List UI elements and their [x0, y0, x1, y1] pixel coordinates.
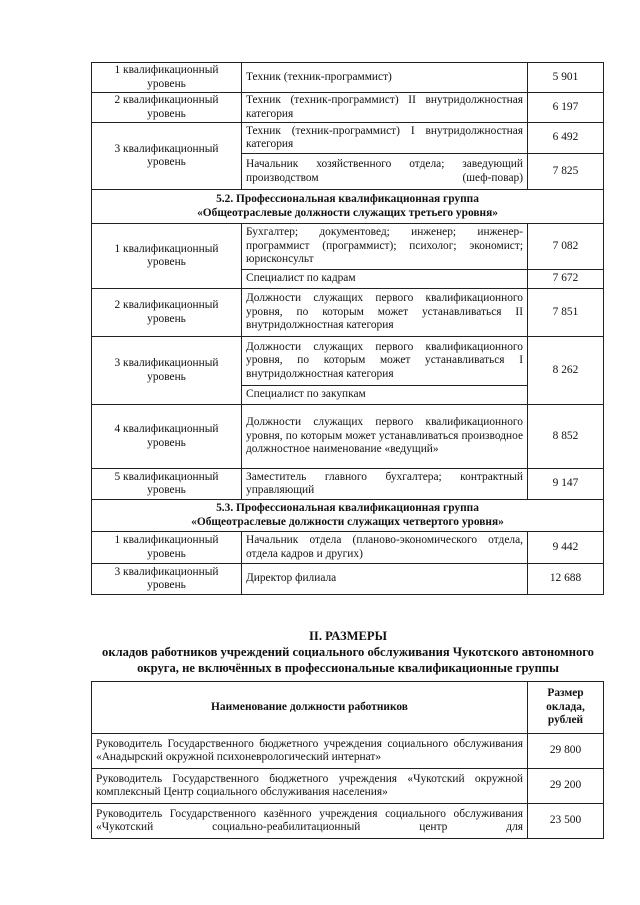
table-row	[92, 289, 604, 337]
section-heading	[72, 628, 624, 676]
salary-cell: 9 442	[528, 532, 604, 564]
header-name: Наименование должности работников	[92, 682, 528, 734]
position-cell: Должности служащих первого квалификационного уровня, по которым может устанавливаться I внутридолжностная категория	[242, 337, 528, 386]
table-row	[92, 469, 604, 500]
level-cell: 4 квалификационный уровень	[92, 405, 242, 469]
level-cell: 1 квалификационный уровень	[92, 63, 242, 93]
salary-cell: 7 672	[528, 270, 604, 289]
table-row	[92, 337, 604, 386]
position-name: Руководитель Государственного казённого учреждения социального обслуживания «Чукотский социально-реабилитационный центр для	[92, 804, 528, 839]
table-header-row	[92, 682, 604, 734]
group-title: 5.2. Профессиональная квалификационная группа	[216, 193, 479, 205]
salary-cell: 6 197	[528, 93, 604, 123]
salary-table-non-qualification	[91, 681, 604, 839]
group-heading-row	[92, 500, 604, 532]
salary-cell: 8 852	[528, 405, 604, 469]
position-cell: Директор филиала	[242, 564, 528, 595]
salary-table-qualification-groups	[91, 62, 604, 595]
position-name: Руководитель Государственного бюджетного учреждения социального обслуживания «Анадырский окружной психоневрологический интернат»	[92, 734, 528, 769]
salary-cell: 12 688	[528, 564, 604, 595]
table-row	[92, 804, 604, 839]
table-row	[92, 93, 604, 123]
salary-cell: 7 851	[528, 289, 604, 337]
table-row	[92, 734, 604, 769]
salary-cell: 23 500	[528, 804, 604, 839]
group-subtitle: «Общеотраслевые должности служащих третьего уровня»	[197, 206, 498, 219]
table-row	[92, 405, 604, 469]
salary-cell: 6 492	[528, 123, 604, 154]
position-name: Руководитель Государственного бюджетного учреждения «Чукотский окружной комплексный Центр социального обслуживания населения»	[92, 769, 528, 804]
position-cell: Должности служащих первого квалификационного уровня, по которым может устанавливаться производное должностное наименование «ведущий»	[242, 405, 528, 469]
group-heading	[92, 500, 604, 532]
position-cell: Техник (техник-программист)	[242, 63, 528, 93]
level-cell: 1 квалификационный уровень	[92, 532, 242, 564]
salary-cell: 9 147	[528, 469, 604, 500]
level-cell: 2 квалификационный уровень	[92, 289, 242, 337]
header-size: Размер оклада, рублей	[528, 682, 604, 734]
level-cell: 1 квалификационный уровень	[92, 224, 242, 289]
salary-cell: 7 082	[528, 224, 604, 270]
position-cell: Техник (техник-программист) I внутридолжностная категория	[242, 123, 528, 154]
group-title: 5.3. Профессиональная квалификационная группа	[216, 502, 479, 514]
table-row	[92, 63, 604, 93]
position-cell: Специалист по закупкам	[242, 386, 528, 405]
group-subtitle: «Общеотраслевые должности служащих четвертого уровня»	[191, 515, 504, 528]
salary-cell: 5 901	[528, 63, 604, 93]
level-cell: 5 квалификационный уровень	[92, 469, 242, 500]
level-cell: 3 квалификационный уровень	[92, 564, 242, 595]
position-cell: Должности служащих первого квалификационного уровня, по которым может устанавливаться II внутридолжностная категория	[242, 289, 528, 337]
group-heading	[92, 190, 604, 224]
position-cell: Бухгалтер; документовед; инженер; инженер-программист (программист); психолог; экономист; юрисконсульт	[242, 224, 528, 270]
section-title: II. РАЗМЕРЫ	[309, 629, 387, 643]
position-cell: Заместитель главного бухгалтера; контрактный управляющий	[242, 469, 528, 500]
table-row	[92, 532, 604, 564]
salary-cell: 8 262	[528, 337, 604, 405]
position-cell: Специалист по кадрам	[242, 270, 528, 289]
salary-cell: 7 825	[528, 154, 604, 190]
level-cell: 3 квалификационный уровень	[92, 123, 242, 190]
table-row	[92, 564, 604, 595]
position-cell: Начальник хозяйственного отдела; заведующий производством (шеф-повар)	[242, 154, 528, 190]
table-row	[92, 224, 604, 270]
position-cell: Техник (техник-программист) II внутридолжностная категория	[242, 93, 528, 123]
table-row	[92, 123, 604, 154]
section-subtitle-line1: окладов работников учреждений социального обслуживания Чукотского автономного	[102, 645, 594, 659]
section-subtitle-line2: округа, не включённых в профессиональные квалификационные группы	[137, 661, 559, 675]
level-cell: 3 квалификационный уровень	[92, 337, 242, 405]
table-row	[92, 769, 604, 804]
level-cell: 2 квалификационный уровень	[92, 93, 242, 123]
position-cell: Начальник отдела (планово-экономического отдела, отдела кадров и других)	[242, 532, 528, 564]
group-heading-row	[92, 190, 604, 224]
salary-cell: 29 800	[528, 734, 604, 769]
salary-cell: 29 200	[528, 769, 604, 804]
